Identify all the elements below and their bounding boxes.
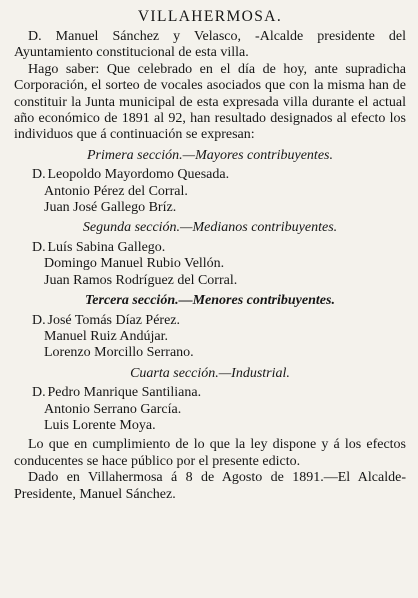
document-title: VILLAHERMOSA. (137, 8, 283, 25)
list-item: Lorenzo Morcillo Serrano. (44, 345, 194, 361)
list-item: Domingo Manuel Rubio Vellón. (44, 256, 225, 272)
list-item (14, 240, 406, 256)
section-heading: Cuarta sección.—Industrial. (130, 365, 290, 381)
announcement-paragraph: Hago saber: Que celebrado en el día de hoy, ante supradicha Corporación, el sorteo de vocales asociados que con la misma han de constituir la Junta municipal de esta expresada villa durante el actual año económico de 1891 al 92, han resultado designados al efecto los individuos que á continuación se expresan: (14, 61, 406, 143)
list-item: Luis Lorente Moya. (44, 417, 156, 433)
name-prefix: D. (32, 167, 46, 183)
name-list (14, 167, 406, 216)
section-segunda (14, 220, 406, 289)
list-item: Juan José Gallego Bríz. (44, 200, 177, 216)
list-item: Antonio Pérez del Corral. (44, 183, 188, 199)
section-cuarta (14, 366, 406, 435)
list-item: Antonio Serrano García. (44, 401, 182, 417)
person-name: Pedro Manrique Santiliana. (47, 385, 202, 401)
list-item: Manuel Ruiz Andújar. (44, 328, 169, 344)
section-heading: Segunda sección.—Medianos contribuyentes. (82, 220, 338, 236)
name-list (14, 240, 406, 289)
section-heading: Tercera sección.—Menores contribuyentes. (85, 293, 335, 309)
section-heading: Primera sección.—Mayores contribuyentes. (87, 147, 333, 163)
person-name: José Tomás Díaz Pérez. (47, 312, 181, 328)
signature-paragraph: Dado en Villahermosa á 8 de Agosto de 1891.—El Alcalde-Presidente, Manuel Sánchez. (14, 470, 406, 502)
person-name: Leopoldo Mayordomo Quesada. (47, 167, 230, 183)
name-list (14, 313, 406, 362)
name-prefix: D. (32, 312, 46, 328)
list-item: Juan Ramos Rodríguez del Corral. (44, 272, 238, 288)
section-tercera (14, 293, 406, 362)
list-item (14, 313, 406, 329)
list-item (14, 167, 406, 183)
person-name: Luís Sabina Gallego. (47, 239, 166, 255)
name-prefix: D. (32, 239, 46, 255)
section-primera (14, 148, 406, 217)
name-prefix: D. (32, 385, 46, 401)
list-item (14, 385, 406, 401)
name-list (14, 385, 406, 434)
closing-paragraph: Lo que en cumplimiento de lo que la ley dispone y á los efectos conducentes se hace público por el presente edicto. (14, 437, 406, 469)
intro-heading-paragraph: D. Manuel Sánchez y Velasco, -Alcalde presidente del Ayuntamiento constitucional de esta villa. (14, 29, 406, 61)
